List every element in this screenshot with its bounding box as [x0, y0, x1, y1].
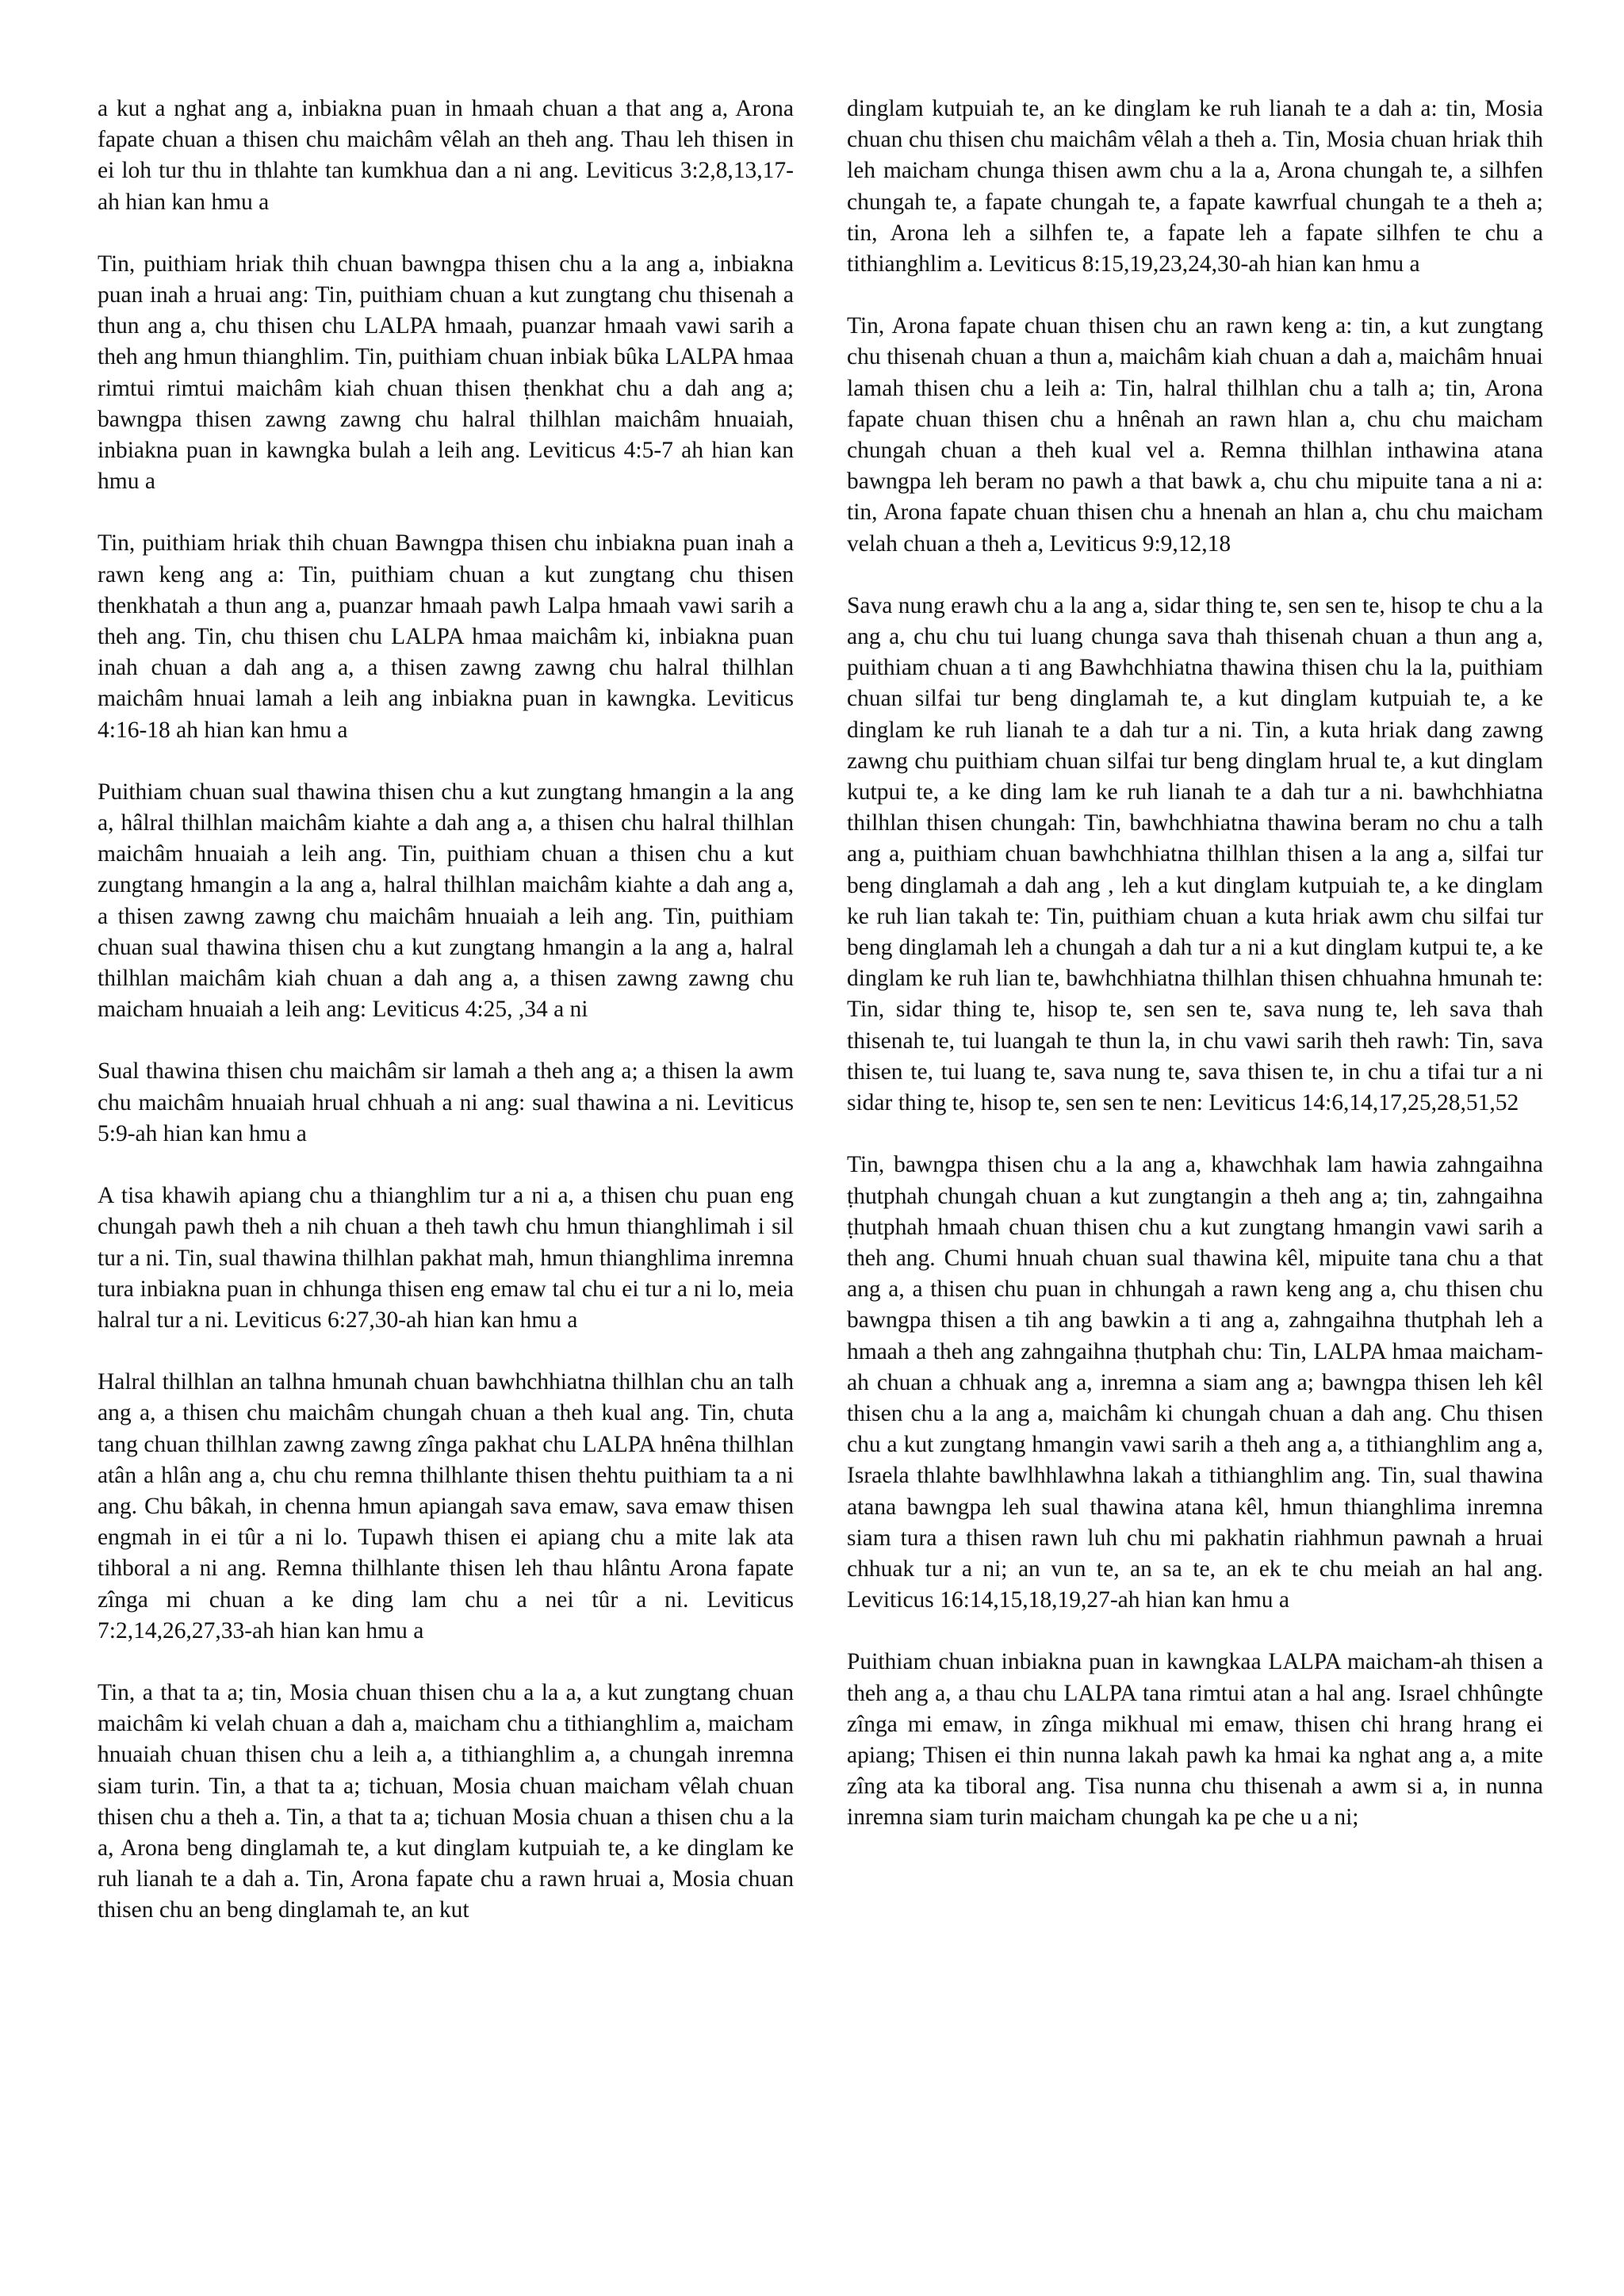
paragraph: Tin, Arona fapate chuan thisen chu an rawn keng a: tin, a kut zungtang chu thisenah chuan a thun a, maichâm kiah chuan a dah a, maichâm hnuai lamah thisen chu a leih a: Tin, halral thilhlan chu a talh a; tin, Arona fapate chuan thisen chu a hnênah an rawn hlan a, chu chu maicham chungah chuan a theh kual vel a. Remna thilhlan inthawina atana bawngpa leh beram no pawh a that bawk a, chu chu mipuite tana a ni a: tin, Arona fapate chuan thisen chu a hnenah an hlan a, chu chu maicham velah chuan a theh a, Leviticus 9:9,12,18 — [847, 313, 1543, 557]
paragraph: Tin, puithiam hriak thih chuan bawngpa thisen chu a la ang a, inbiakna puan inah a hruai ang: Tin, puithiam chuan a kut zungtang chu thisenah a thun ang a, chu thisen chu LALPA hmaah, puanzar hmaah vawi sarih a theh ang hmun thianghlim. Tin, puithiam chuan inbiak bûka LALPA hmaa rimtui rimtui maichâm kiah chuan thisen ṭhenkhat chu a dah ang a; bawngpa thisen zawng zawng chu halral thilhlan maichâm hnuaiah, inbiakna puan in kawngka bulah a leih ang. Leviticus 4:5-7 ah hian kan hmu a — [98, 251, 794, 495]
right-text-column — [847, 94, 1543, 1834]
paragraph: Puithiam chuan sual thawina thisen chu a kut zungtang hmangin a la ang a, hâlral thilhlan maichâm kiahte a dah ang a, a thisen chu halral thilhlan maichâm hnuaiah a leih ang. Tin, puithiam chuan a thisen chu a kut zungtang hmangin a la ang a, halral thilhlan maichâm kiahte a dah ang a, a thisen zawng zawng chu maichâm hnuaiah a leih ang. Tin, puithiam chuan sual thawina thisen chu a kut zungtang hmangin a la ang a, halral thilhlan maichâm kiah chuan a dah ang a, a thisen zawng zawng chu maicham hnuaiah a leih ang: Leviticus 4:25, ,34 a ni — [98, 779, 794, 1023]
paragraph: Halral thilhlan an talhna hmunah chuan bawhchhiatna thilhlan chu an talh ang a, a thisen chu maichâm chungah chuan a theh kual ang. Tin, chuta tang chuan thilhlan zawng zawng zînga pakhat chu LALPA hnêna thilhlan atân a hlân ang a, chu chu remna thilhlante thisen thehtu puithiam ta a ni ang. Chu bâkah, in chenna hmun apiangah sava emaw, sava emaw thisen engmah in ei tûr a ni lo. Tupawh thisen ei apiang chu a mite lak ata tihboral a ni ang. Remna thilhlante thisen leh thau hlântu Arona fapate zînga mi chuan a ke ding lam chu a nei tûr a ni. Leviticus 7:2,14,26,27,33-ah hian kan hmu a — [98, 1369, 794, 1644]
paragraph: Tin, bawngpa thisen chu a la ang a, khawchhak lam hawia zahngaihna ṭhutphah chungah chuan a kut zungtangin a theh ang a; tin, zahngaihna ṭhutphah hmaah chuan thisen chu a kut zungtang hmangin vawi sarih a theh ang. Chumi hnuah chuan sual thawina kêl, mipuite tana chu a that ang a, a thisen chu puan in chhungah a rawn keng ang a, chu thisen chu bawngpa thisen a tih ang bawkin a ti ang a, zahngaihna thutphah leh a hmaah a theh ang zahngaihna ṭhutphah chu: Tin, LALPA hmaa maicham-ah chuan a chhuak ang a, inremna a siam ang a; bawngpa thisen leh kêl thisen chu a la ang a, maichâm ki chungah chuan a dah ang. Chu thisen chu a kut zungtang hmangin vawi sarih a theh ang a, a tithianghlim ang a, Israela thlahte bawlhhlawhna lakah a tithianghlim ang. Tin, sual thawina atana bawngpa leh sual thawina atana kêl, hmun thianghlima inremna siam tura a thisen rawn luh chu mi pakhatin riahhmun pawnah a hruai chhuak tur a ni; an vun te, an sa te, an ek te chu meiah an hal ang. Leviticus 16:14,15,18,19,27-ah hian kan hmu a — [847, 1152, 1543, 1613]
paragraph: a kut a nghat ang a, inbiakna puan in hmaah chuan a that ang a, Arona fapate chuan a thisen chu maichâm vêlah an theh ang. Thau leh thisen in ei loh tur thu in thlahte tan kumkhua dan a ni ang. Leviticus 3:2,8,13,17-ah hian kan hmu a — [98, 96, 794, 215]
paragraph: Sava nung erawh chu a la ang a, sidar thing te, sen sen te, hisop te chu a la ang a, chu chu tui luang chunga sava thah thisenah chuan a thun ang a, puithiam chuan a ti ang Bawhchhiatna thawina thisen chu la la, puithiam chuan silfai tur beng dinglamah te, a kut dinglam kutpuiah te, a ke dinglam ke ruh lianah te a dah tur a ni. Tin, a kuta hriak dang zawng zawng chu puithiam chuan silfai tur beng dinglam hrual te, a kut dinglam kutpui te, a ke ding lam ke ruh lianah te a dah tur a ni. bawhchhiatna thilhlan thisen chungah: Tin, bawhchhiatna thawina beram no chu a talh ang a, puithiam chuan bawhchhiatna thilhlan thisen a la ang a, silfai tur beng dinglamah a dah ang , leh a kut dinglam kutpuiah te, a ke dinglam ke ruh lian takah te: Tin, puithiam chuan a kuta hriak awm chu silfai tur beng dinglamah leh a chungah a dah tur a ni a kut dinglam kutpui te, a ke dinglam ke ruh lian te, bawhchhiatna thilhlan thisen chhuahna hmunah te: Tin, sidar thing te, hisop te, sen sen te, sava nung te, leh sava thah thisenah te, tui luangah te thun la, in chu vawi sarih theh rawh: Tin, sava thisen te, tui luang te, sava nung te, sava thisen te, in chu a tifai tur a ni sidar thing te, hisop te, sen sen te nen: Leviticus 14:6,14,17,25,28,51,52 — [847, 592, 1543, 1116]
paragraph: Tin, puithiam hriak thih chuan Bawngpa thisen chu inbiakna puan inah a rawn keng ang a: Tin, puithiam chuan a kut zungtang chu thisen thenkhatah a thun ang a, puanzar hmaah pawh Lalpa hmaah vawi sarih a theh ang. Tin, chu thisen chu LALPA hmaa maichâm ki, inbiakna puan inah chuan a dah ang a, a thisen zawng zawng chu halral thilhlan maichâm hnuai lamah a leih ang inbiakna puan in kawngka. Leviticus 4:16-18 ah hian kan hmu a — [98, 530, 794, 743]
paragraph: A tisa khawih apiang chu a thianghlim tur a ni a, a thisen chu puan eng chungah pawh theh a nih chuan a theh tawh chu hmun thianghlimah i sil tur a ni. Tin, sual thawina thilhlan pakhat mah, hmun thianghlima inremna tura inbiakna puan in chhunga thisen eng emaw tal chu ei tur a ni lo, meia halral tur a ni. Leviticus 6:27,30-ah hian kan hmu a — [98, 1183, 794, 1333]
paragraph: Puithiam chuan inbiakna puan in kawngkaa LALPA maicham-ah thisen a theh ang a, a thau chu LALPA tana rimtui atan a hal ang. Israel chhûngte zînga mi emaw, in zînga mikhual mi emaw, thisen chi hrang hrang ei apiang; Thisen ei thin nunna lakah pawh ka hmai ka nghat ang a, a mite zîng ata ka tiboral ang. Tisa nunna chu thisenah a awm si a, in nunna inremna siam turin maicham chungah ka pe che u a ni; — [847, 1649, 1543, 1831]
paragraph: dinglam kutpuiah te, an ke dinglam ke ruh lianah te a dah a: tin, Mosia chuan chu thisen chu maichâm vêlah a theh a. Tin, Mosia chuan hriak thih leh maicham chunga thisen awm chu a la a, Arona chungah te, a silhfen chungah te, a fapate chungah te, a fapate kawrfual chungah te a theh a; tin, Arona leh a silhfen te, a fapate leh a fapate silhfen te chu a tithianghlim a. Leviticus 8:15,19,23,24,30-ah hian kan hmu a — [847, 96, 1543, 277]
left-text-column — [98, 94, 794, 1927]
paragraph: Tin, a that ta a; tin, Mosia chuan thisen chu a la a, a kut zungtang chuan maichâm ki velah chuan a dah a, maicham chu a tithianghlim a, maicham hnuaiah chuan thisen chu a leih a, a tithianghlim a, a chungah inremna siam turin. Tin, a that ta a; tichuan, Mosia chuan maicham vêlah chuan thisen chu a theh a. Tin, a that ta a; tichuan Mosia chuan a thisen chu a la a, Arona beng dinglamah te, a kut dinglam kutpuiah te, a ke dinglam ke ruh lianah te a dah a. Tin, Arona fapate chu a rawn hruai a, Mosia chuan thisen chu an beng dinglamah te, an kut — [98, 1679, 794, 1923]
paragraph: Sual thawina thisen chu maichâm sir lamah a theh ang a; a thisen la awm chu maichâm hnuaiah hrual chhuah a ni ang: sual thawina a ni. Leviticus 5:9-ah hian kan hmu a — [98, 1058, 794, 1146]
